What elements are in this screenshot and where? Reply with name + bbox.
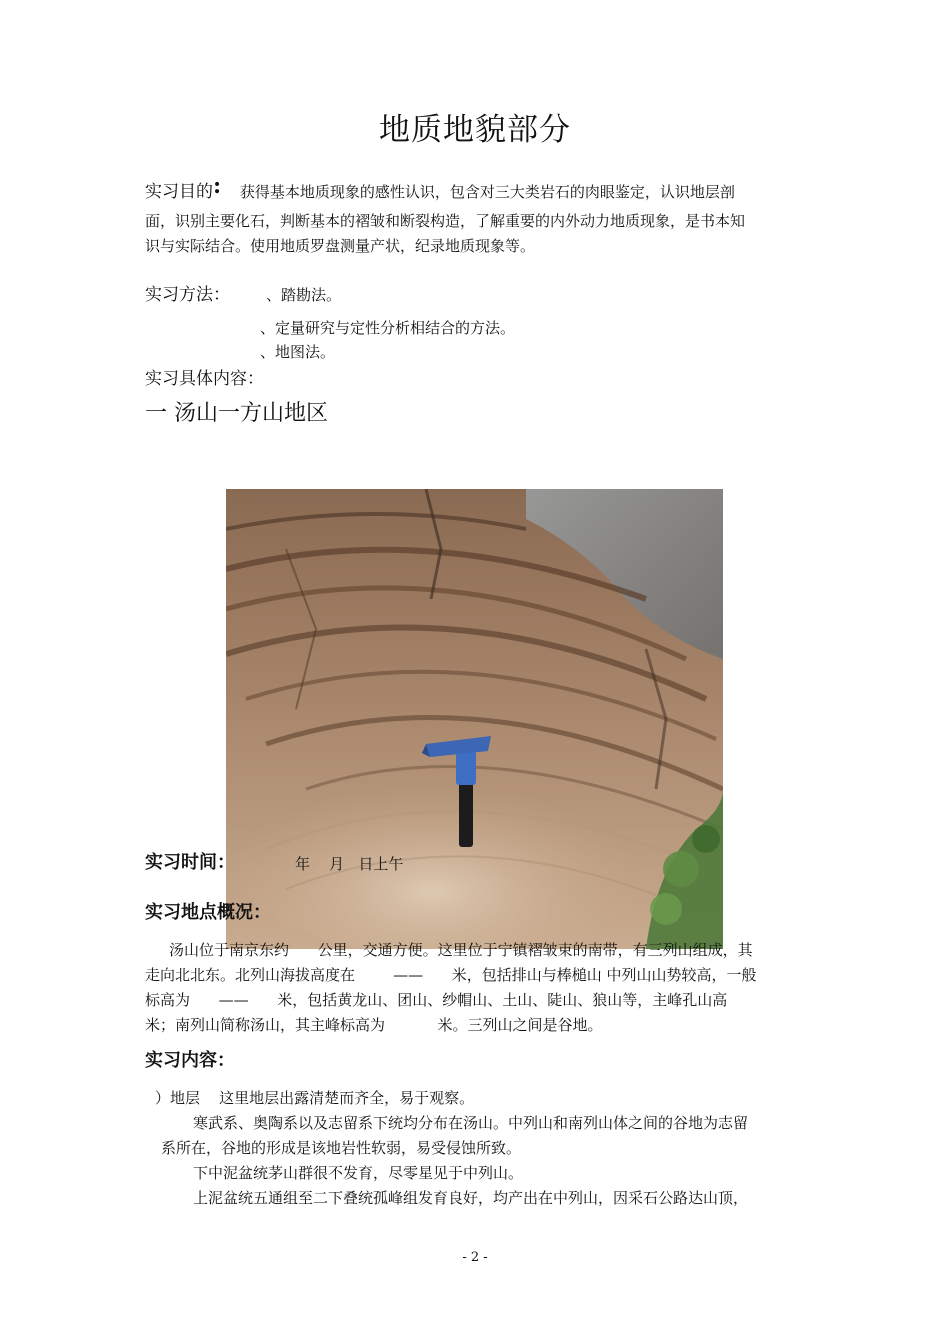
purpose-line-2: 面，识别主要化石，判断基本的褶皱和断裂构造，了解重要的内外动力地质现象，是书本知	[145, 212, 746, 230]
content-para1-line2: 系所在，谷地的形成是该地岩性软弱，易受侵蚀所致。	[161, 1139, 522, 1157]
purpose-label: 实习目的	[145, 182, 213, 202]
purpose-line-3: 识与实际结合。使用地质罗盘测量产状，纪录地质现象等。	[145, 237, 536, 255]
method-label: 实习方法：	[145, 285, 230, 305]
section-title: 一 汤山一方山地区	[145, 401, 328, 426]
content-item-1: ）地层 这里地层出露清楚而齐全，易于观察。	[155, 1089, 475, 1107]
content-paragraphs	[155, 1086, 815, 1211]
purpose-colon: :	[213, 173, 222, 199]
site-line-1: 汤山位于南京东约 公里，交通方便。这里位于宁镇褶皱束的南带，有三列山组成，其	[169, 941, 753, 959]
outcrop-photo-illustration	[226, 489, 723, 949]
content-section-label: 实习内容：	[145, 1050, 235, 1071]
site-label: 实习地点概况：	[145, 902, 271, 923]
method-item-1: 、踏勘法。	[266, 286, 342, 304]
site-line-4: 米；南列山简称汤山，其主峰标高为 米。三列山之间是谷地。	[145, 1016, 603, 1034]
purpose-line-1: 获得基本地质现象的感性认识，包含对三大类岩石的肉眼鉴定，认识地层剖	[239, 183, 735, 201]
page-number: - 2 -	[462, 1250, 488, 1265]
site-line-2: 走向北北东。北列山海拔高度在 —— 米，包括排山与棒槌山 中列山山势较高，一般	[145, 966, 757, 984]
site-line-3: 标高为 —— 米，包括黄龙山、团山、纱帽山、土山、陡山、狼山等，主峰孔山高	[145, 991, 728, 1009]
time-value: 年 月 日上午	[295, 855, 404, 873]
method-item-3: 、地图法。	[260, 343, 336, 361]
method-item-2: 、定量研究与定性分析相结合的方法。	[260, 319, 516, 337]
purpose-paragraph	[145, 173, 815, 259]
outcrop-photo	[226, 489, 723, 949]
content-para2: 下中泥盆统茅山群很不发育，尽零星见于中列山。	[193, 1164, 524, 1182]
time-label: 实习时间：	[145, 852, 235, 873]
content-label: 实习具体内容：	[145, 369, 264, 389]
content-para3: 上泥盆统五通组至二下叠统孤峰组发育良好，均产出在中列山，因采石公路达山顶，	[193, 1189, 749, 1207]
site-paragraph	[145, 938, 815, 1038]
content-para1-line1: 寒武系、奥陶系以及志留系下统均分布在汤山。中列山和南列山体之间的谷地为志留	[193, 1114, 749, 1132]
page-title: 地质地貌部分	[379, 112, 571, 148]
